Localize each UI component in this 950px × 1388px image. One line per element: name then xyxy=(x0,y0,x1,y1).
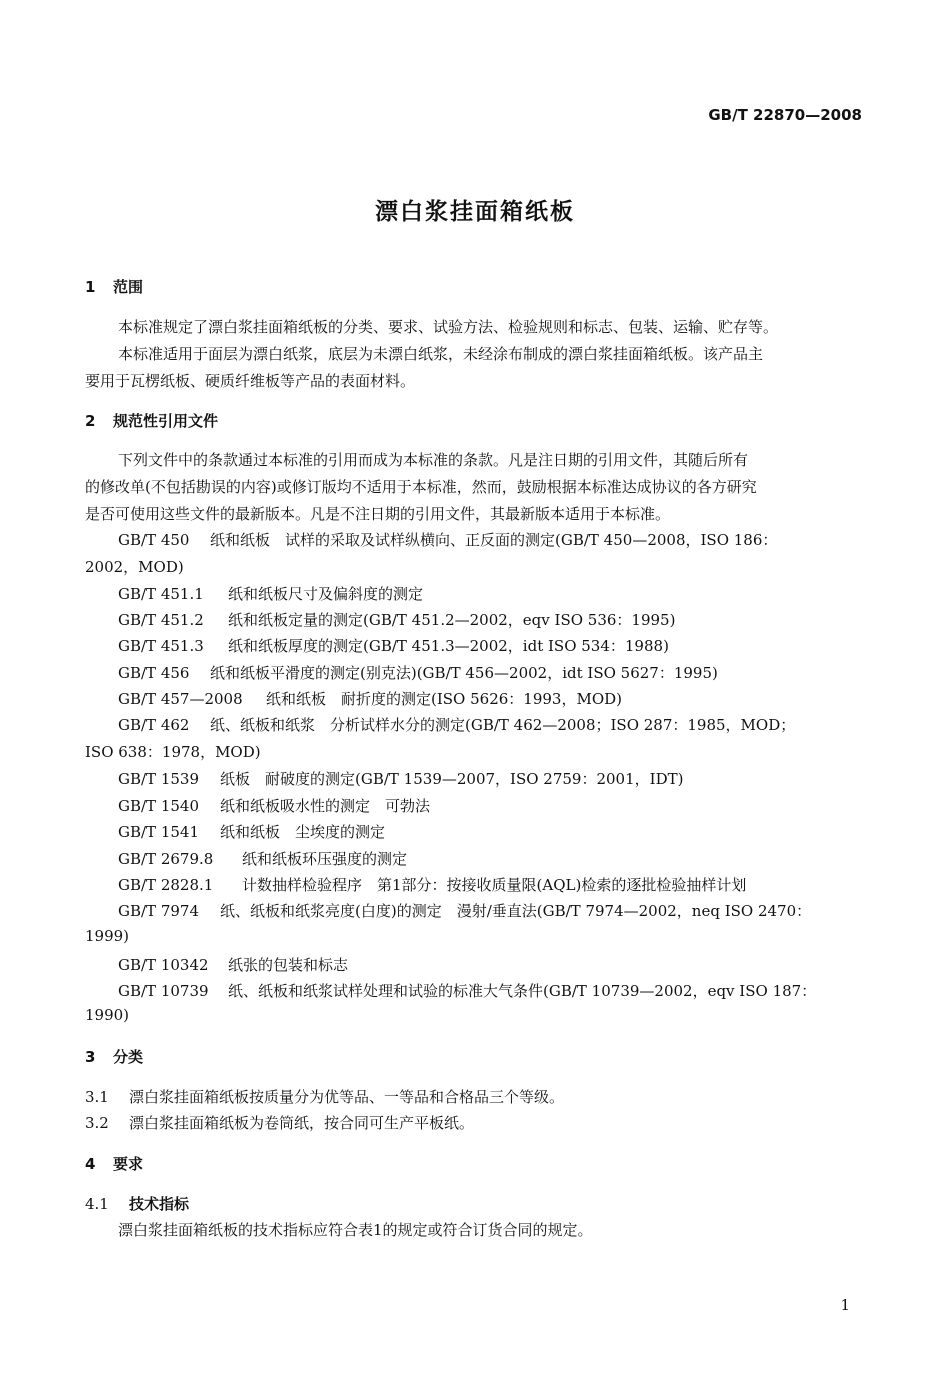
reference-text: 计数抽样检验程序 第1部分：按接收质量限(AQL)检索的逐批检验抽样计划 xyxy=(242,876,747,894)
paragraph-line: 漂白浆挂面箱纸板的技术指标应符合表1的规定或符合订货合同的规定。 xyxy=(118,1221,593,1239)
reference-text: 纸和纸板尺寸及偏斜度的测定 xyxy=(228,585,424,603)
paragraph-line: 下列文件中的条款通过本标准的引用而成为本标准的条款。凡是注日期的引用文件，其随后所有 xyxy=(118,451,749,469)
reference-item xyxy=(118,688,622,709)
section-3-heading xyxy=(85,1046,143,1067)
reference-item xyxy=(118,954,348,975)
clause-number: 4.1 xyxy=(85,1195,109,1213)
section-title: 范围 xyxy=(113,278,144,296)
reference-continuation: 1999) xyxy=(85,927,130,945)
section-number: 2 xyxy=(85,412,96,430)
section-title: 要求 xyxy=(113,1155,144,1173)
reference-item xyxy=(118,821,385,842)
reference-continuation: 2002，MOD) xyxy=(85,558,184,576)
paragraph-line: 是否可使用这些文件的最新版本。凡是不注日期的引用文件，其最新版本适用于本标准。 xyxy=(85,505,671,523)
reference-item xyxy=(118,529,777,550)
clause-title: 技术指标 xyxy=(129,1195,190,1213)
reference-code: GB/T 2828.1 xyxy=(118,876,214,894)
reference-code: GB/T 456 xyxy=(118,664,190,682)
reference-continuation: ISO 638：1978，MOD) xyxy=(85,743,261,761)
paragraph-line: 本标准规定了漂白浆挂面箱纸板的分类、要求、试验方法、检验规则和标志、包装、运输、贮存等。 xyxy=(118,318,779,336)
clause-number: 3.2 xyxy=(85,1114,109,1132)
clause-3-2 xyxy=(85,1112,474,1133)
reference-code: GB/T 1541 xyxy=(118,823,200,841)
reference-item xyxy=(118,900,811,921)
reference-item xyxy=(118,874,746,895)
reference-code: GB/T 457—2008 xyxy=(118,690,243,708)
section-2-heading xyxy=(85,410,218,431)
reference-code: GB/T 462 xyxy=(118,716,190,734)
reference-continuation: 1990) xyxy=(85,1006,130,1024)
reference-text: 纸、纸板和纸浆试样处理和试验的标准大气条件(GB/T 10739—2002，eqv ISO 187： xyxy=(228,982,817,1000)
reference-item xyxy=(118,768,683,789)
reference-code: GB/T 451.1 xyxy=(118,585,204,603)
clause-text: 漂白浆挂面箱纸板为卷筒纸，按合同可生产平板纸。 xyxy=(129,1114,475,1132)
reference-item xyxy=(118,583,423,604)
paragraph-line: 的修改单(不包括勘误的内容)或修订版均不适用于本标准，然而，鼓励根据本标准达成协议的各方研究 xyxy=(85,478,757,496)
reference-text: 纸和纸板平滑度的测定(别克法)(GB/T 456—2002，idt ISO 5627：1995) xyxy=(210,664,718,682)
reference-text: 纸和纸板定量的测定(GB/T 451.2—2002，eqv ISO 536：1995) xyxy=(228,611,676,629)
reference-code: GB/T 1540 xyxy=(118,797,200,815)
standard-code: GB/T 22870—2008 xyxy=(708,106,862,124)
document-title: 漂白浆挂面箱纸板 xyxy=(375,199,575,225)
reference-text: 纸和纸板 耐折度的测定(ISO 5626：1993，MOD) xyxy=(266,690,623,708)
reference-item xyxy=(118,714,795,735)
reference-code: GB/T 10342 xyxy=(118,956,209,974)
section-1-heading xyxy=(85,276,143,297)
reference-item xyxy=(118,662,718,683)
section-number: 3 xyxy=(85,1048,96,1066)
clause-4-1-heading xyxy=(85,1193,189,1214)
section-title: 规范性引用文件 xyxy=(113,412,219,430)
reference-text: 纸、纸板和纸浆亮度(白度)的测定 漫射/垂直法(GB/T 7974—2002，neq ISO 2470： xyxy=(220,902,812,920)
reference-code: GB/T 1539 xyxy=(118,770,200,788)
clause-3-1 xyxy=(85,1086,564,1107)
reference-text: 纸和纸板 试样的采取及试样纵横向、正反面的测定(GB/T 450—2008，ISO 186： xyxy=(210,531,778,549)
reference-code: GB/T 451.3 xyxy=(118,637,204,655)
reference-code: GB/T 451.2 xyxy=(118,611,204,629)
paragraph-line: 本标准适用于面层为漂白纸浆，底层为未漂白纸浆，未经涂布制成的漂白浆挂面箱纸板。该产品主 xyxy=(118,345,764,363)
clause-text: 漂白浆挂面箱纸板按质量分为优等品、一等品和合格品三个等级。 xyxy=(129,1088,565,1106)
section-number: 1 xyxy=(85,278,96,296)
reference-code: GB/T 7974 xyxy=(118,902,200,920)
reference-item xyxy=(118,635,669,656)
section-number: 4 xyxy=(85,1155,96,1173)
reference-code: GB/T 10739 xyxy=(118,982,209,1000)
reference-text: 纸和纸板吸水性的测定 可勃法 xyxy=(220,797,431,815)
reference-item xyxy=(118,848,407,869)
reference-text: 纸和纸板厚度的测定(GB/T 451.3—2002，idt ISO 534：1988) xyxy=(228,637,669,655)
reference-text: 纸板 耐破度的测定(GB/T 1539—2007，ISO 2759：2001，IDT) xyxy=(220,770,684,788)
reference-text: 纸、纸板和纸浆 分析试样水分的测定(GB/T 462—2008；ISO 287：1985，MOD； xyxy=(210,716,796,734)
reference-text: 纸张的包装和标志 xyxy=(228,956,349,974)
reference-text: 纸和纸板环压强度的测定 xyxy=(242,850,408,868)
reference-item xyxy=(118,795,430,816)
reference-item xyxy=(118,980,816,1001)
section-4-heading xyxy=(85,1153,143,1174)
reference-text: 纸和纸板 尘埃度的测定 xyxy=(220,823,386,841)
reference-code: GB/T 2679.8 xyxy=(118,850,214,868)
paragraph-line: 要用于瓦楞纸板、硬质纤维板等产品的表面材料。 xyxy=(85,372,416,390)
reference-code: GB/T 450 xyxy=(118,531,190,549)
page-number: 1 xyxy=(840,1296,850,1314)
reference-item xyxy=(118,609,675,630)
section-title: 分类 xyxy=(113,1048,144,1066)
clause-number: 3.1 xyxy=(85,1088,109,1106)
